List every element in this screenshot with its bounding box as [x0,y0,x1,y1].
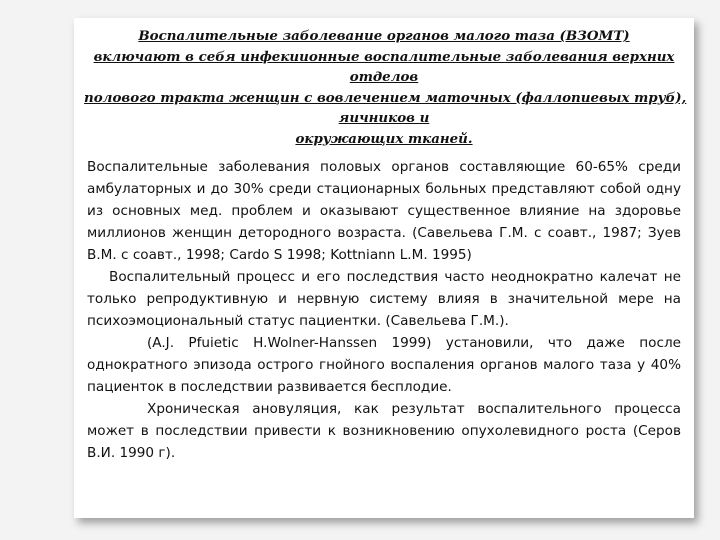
paragraph-prevalence: Воспалительные заболевания половых органов составляющие 60-65% среди амбулаторных и до 30% среди стационарных больных представляют собой одну из основных мед. проблем и оказывают существенное влияние на здоровье миллионов женщин детородного возраста. (Савельева Г.М. с соавт., 1987; Зуев В.М. с соавт., 1998; Cardo S 1998; Kottniann L.M. 1995) [87,159,681,263]
paragraph-infertility: (A.J. Pfuietic H.Wolner-Hanssen 1999) установили, что даже после однократного эпизода острого гнойного воспаления органов малого таза у 40% пациенток в последствии развивается бесплодие. [87,335,681,395]
title-line: окружающих тканей. [295,130,473,147]
title-line: полового тракта женщин с вовлечением маточных (фаллопиевых труб), [84,89,687,106]
title-line: яичников и [338,110,430,126]
title-line: включают в себя инфекиионные воспалительные заболевания верхних [93,48,675,65]
paragraph-consequences: Воспалительный процесс и его последствия часто неоднократно калечат не только репродуктивную и нервную систему влияя в значительной мере на психоэмоциональный статус пациентки. (Савельева Г.М.). [87,269,681,329]
body-text [87,156,681,464]
paragraph-anovulation: Хроническая ановуляция, как результат воспалительного процесса может в последствии привести к возникновению опухолевидного роста (Серов В.И. 1990 г). [87,401,681,461]
title-line: отделов [349,69,419,85]
slide-title [84,26,687,149]
title-line: Воспалительные заболевание органов малого таза (ВЗОМТ) [138,28,630,44]
